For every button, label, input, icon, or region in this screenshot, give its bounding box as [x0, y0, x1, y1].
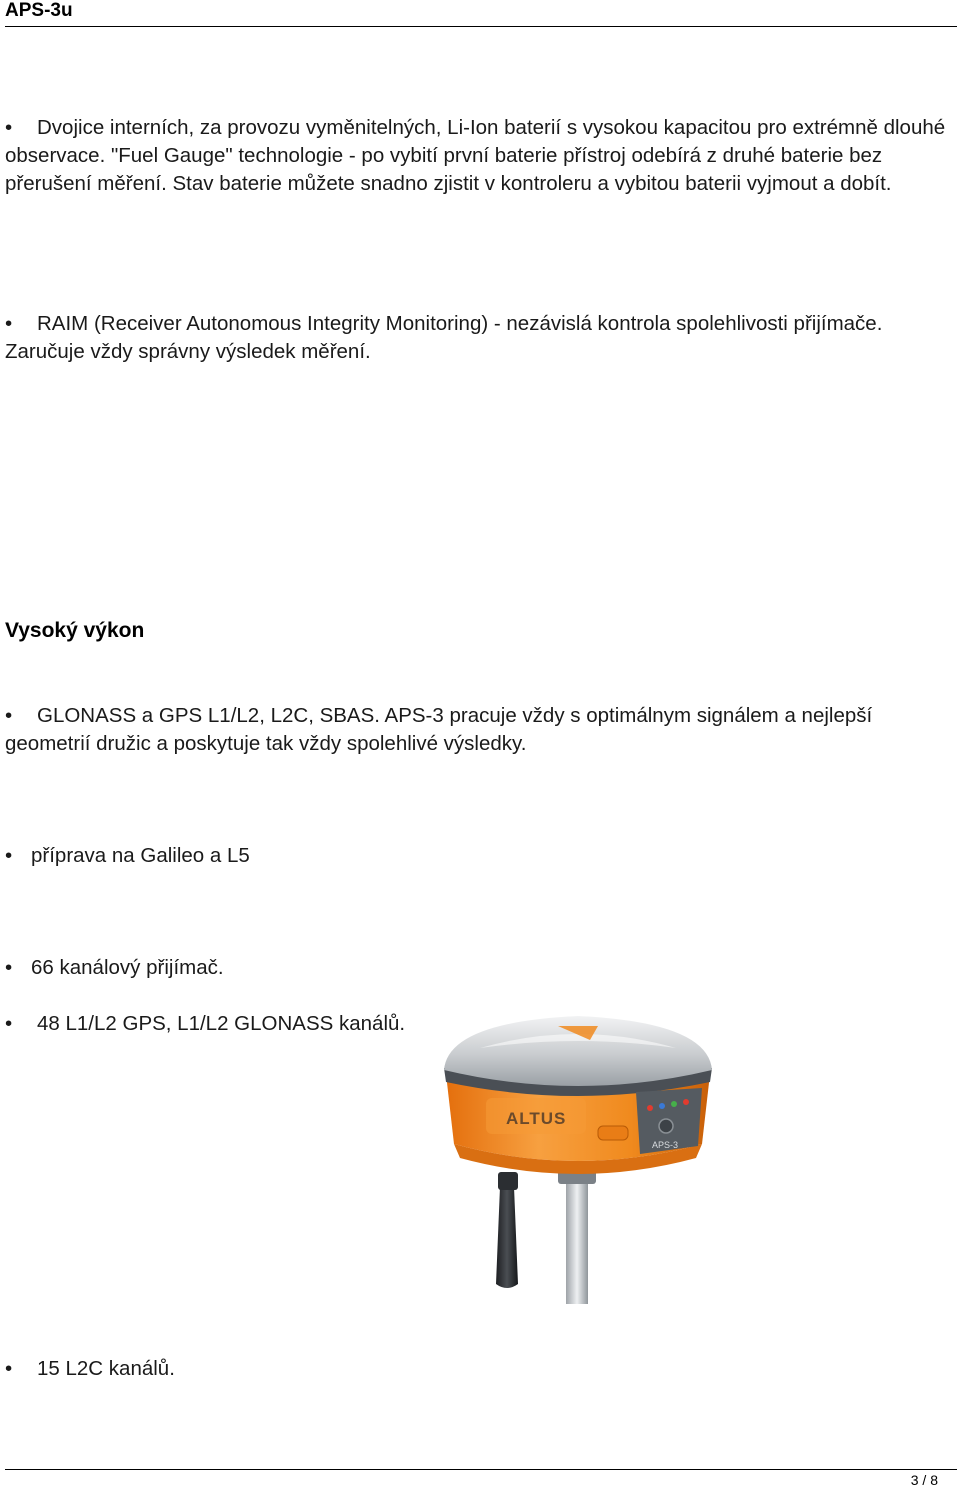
page-indicator: 3 / 8 [910, 1472, 938, 1488]
bullet-marker: • [5, 312, 13, 335]
latch-button [598, 1126, 628, 1140]
section-heading: Vysoký výkon [5, 619, 145, 642]
mount-pole [566, 1172, 588, 1304]
bullet-marker: • [5, 1357, 13, 1380]
document-title: APS-3u [5, 0, 73, 21]
bullet-item-batteries [5, 114, 960, 198]
status-led-red [647, 1105, 653, 1111]
bullet-text: RAIM (Receiver Autonomous Integrity Monitoring) - nezávislá kontrola spolehlivosti přijímače. Zaručuje vždy správny výsledek měření. [5, 312, 883, 363]
gnss-receiver-image [440, 1012, 720, 1304]
bullet-item-66-channels [5, 954, 960, 982]
bullet-marker: • [5, 116, 13, 139]
bullet-text: příprava na Galileo a L5 [31, 844, 250, 867]
bullet-text: Dvojice interních, za provozu vyměnitelných, Li-Ion baterií s vysokou kapacitou pro extrémně dlouhé observace. "Fuel Gauge" technologie - po vybití první baterie přístroj odebírá z druhé baterie bez přerušení měření. Stav baterie můžete snadno zjistit v kontroleru a vybitou baterii vyjmout a dobít. [5, 116, 946, 195]
status-led-red-2 [683, 1099, 689, 1105]
status-led-blue [659, 1103, 665, 1109]
bullet-marker: • [5, 704, 13, 727]
header-divider [5, 26, 957, 27]
status-led-green [671, 1101, 677, 1107]
bullet-marker: • [5, 844, 13, 867]
footer-divider [5, 1469, 957, 1470]
antenna-base [498, 1172, 518, 1190]
bullet-text: GLONASS a GPS L1/L2, L2C, SBAS. APS-3 pracuje vždy s optimálnym signálem a nejlepší geometrií družic a poskytuje tak vždy spolehlivé výsledky. [5, 704, 873, 755]
bullet-item-raim [5, 310, 960, 366]
brand-label: ALTUS [506, 1109, 567, 1128]
radio-antenna [496, 1187, 518, 1288]
bullet-text: 66 kanálový přijímač. [31, 956, 224, 979]
bullet-item-15-channels [5, 1355, 960, 1383]
power-button [659, 1119, 673, 1133]
bullet-marker: • [5, 1012, 13, 1035]
bullet-marker: • [5, 956, 13, 979]
bullet-item-galileo [5, 842, 960, 870]
bullet-item-glonass [5, 702, 960, 758]
bullet-text: 48 L1/L2 GPS, L1/L2 GLONASS kanálů. [37, 1012, 406, 1035]
model-label: APS-3 [652, 1140, 679, 1150]
bullet-text: 15 L2C kanálů. [37, 1357, 175, 1380]
